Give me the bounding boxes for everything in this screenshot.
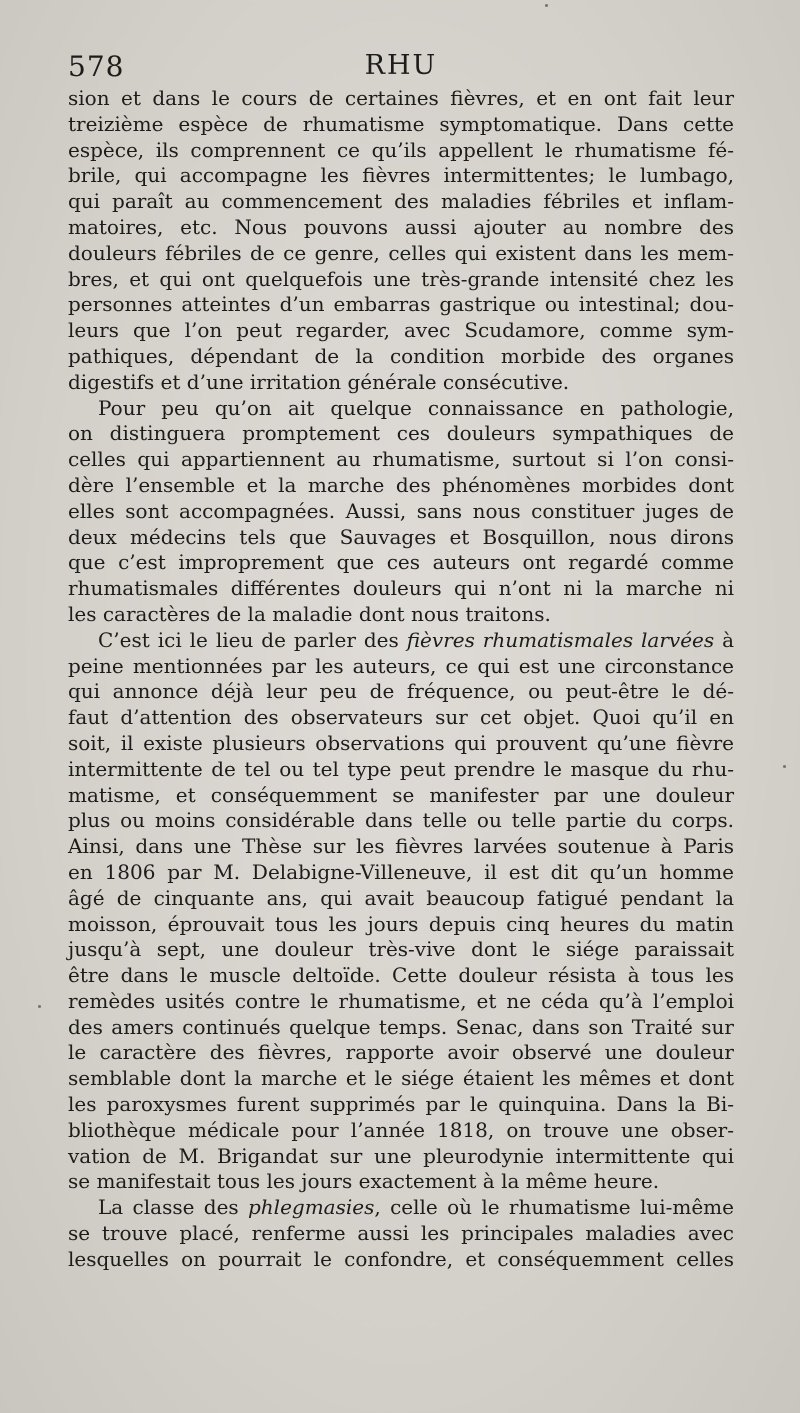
text-line: se trouve placé, renferme aussi les principales maladies avec	[68, 1221, 734, 1246]
text-line: bres, et qui ont quelquefois une très-grande intensité chez les	[68, 266, 734, 291]
text-line: faut d’attention des observateurs sur cet objet. Quoi qu’il en	[68, 705, 734, 730]
text-line: Pour peu qu’on ait quelque connaissance en pathologie,	[98, 395, 734, 420]
italic-term: phlegmasies	[248, 1195, 375, 1220]
text-line: âgé de cinquante ans, qui avait beaucoup fatigué pendant la	[68, 885, 734, 910]
text-line: plus ou moins considérable dans telle ou telle partie du corps.	[68, 808, 734, 833]
text-line: les caractères de la maladie dont nous traitons.	[68, 601, 551, 626]
text-line: lesquelles on pourrait le confondre, et conséquemment celles	[68, 1246, 734, 1271]
running-title: RHU	[364, 50, 438, 81]
text-line: espèce, ils comprennent ce qu’ils appellent le rhumatisme fé-	[68, 137, 734, 162]
text-line: en 1806 par M. Delabigne-Villeneuve, il est dit qu’un homme	[68, 859, 734, 884]
text-line: les paroxysmes furent supprimés par le quinquina. Dans la Bi-	[68, 1092, 734, 1117]
text-line: jusqu’à sept, une douleur très-vive dont le siége paraissait	[68, 937, 734, 962]
text-line: dère l’ensemble et la marche des phénomènes morbides dont	[68, 472, 734, 497]
text-line: matoires, etc. Nous pouvons aussi ajouter au nombre des	[68, 214, 734, 239]
text-line: vation de M. Brigandat sur une pleurodynie intermittente qui	[68, 1143, 734, 1168]
paragraph-3	[68, 628, 734, 1196]
text-line: La classe des phlegmasies, celle où le rhumatisme lui-même	[98, 1195, 734, 1220]
running-head	[68, 50, 734, 90]
text-line: treizième espèce de rhumatisme symptomatique. Dans cette	[68, 111, 734, 136]
italic-term: fièvres rhumatismales larvées	[406, 627, 715, 652]
text-line: remèdes usités contre le rhumatisme, et ne céda qu’à l’emploi	[68, 988, 734, 1013]
text-line: semblable dont la marche et le siége étaient les mêmes et dont	[68, 1066, 734, 1091]
print-speck	[783, 765, 786, 768]
text-line: douleurs fébriles de ce genre, celles qui existent dans les mem-	[68, 240, 734, 265]
text-line: matisme, et conséquemment se manifester par une douleur	[68, 782, 734, 807]
text-line: soit, il existe plusieurs observations qui prouvent qu’une fièvre	[68, 730, 734, 755]
text-line: bliothèque médicale pour l’année 1818, on trouve une obser-	[68, 1117, 734, 1142]
text-line: elles sont accompagnées. Aussi, sans nous constituer juges de	[68, 498, 734, 523]
text-line: brile, qui accompagne les fièvres intermittentes; le lumbago,	[68, 163, 734, 188]
text-line: le caractère des fièvres, rapporte avoir observé une douleur	[68, 1040, 734, 1065]
text-line: peine mentionnées par les auteurs, ce qui est une circonstance	[68, 653, 734, 678]
print-speck	[545, 4, 548, 7]
text-line: moisson, éprouvait tous les jours depuis cinq heures du matin	[68, 911, 734, 936]
text-line: personnes atteintes d’un embarras gastrique ou intestinal; dou-	[68, 292, 734, 317]
page-number: 578	[68, 50, 125, 83]
text-line: leurs que l’on peut regarder, avec Scudamore, comme sym-	[68, 318, 734, 343]
text-line: que c’est improprement que ces auteurs ont regardé comme	[68, 550, 734, 575]
text-line: qui paraît au commencement des maladies fébriles et inflam-	[68, 189, 734, 214]
text-line: digestifs et d’une irritation générale consécutive.	[68, 369, 570, 394]
text-line: des amers continués quelque temps. Senac, dans son Traité sur	[68, 1014, 734, 1039]
text-line: C’est ici le lieu de parler des fièvres rhumatismales larvées à	[98, 627, 735, 652]
paragraph-1	[68, 86, 734, 396]
text-line: sion et dans le cours de certaines fièvres, et en ont fait leur	[68, 86, 734, 110]
body-text	[68, 86, 734, 1273]
text-line: Ainsi, dans une Thèse sur les fièvres larvées soutenue à Paris	[68, 834, 734, 859]
text-line: être dans le muscle deltoïde. Cette douleur résista à tous les	[68, 963, 734, 988]
print-speck	[38, 1005, 41, 1008]
text-line: rhumatismales différentes douleurs qui n’ont ni la marche ni	[68, 576, 734, 601]
paragraph-4	[68, 1195, 734, 1272]
text-line: qui annonce déjà leur peu de fréquence, ou peut-être le dé-	[68, 679, 734, 704]
text-line: celles qui appartiennent au rhumatisme, surtout si l’on consi-	[68, 447, 734, 472]
text-line: intermittente de tel ou tel type peut prendre le masque du rhu-	[68, 756, 734, 781]
paragraph-2	[68, 396, 734, 628]
text-line: pathiques, dépendant de la condition morbide des organes	[68, 343, 734, 368]
text-line: deux médecins tels que Sauvages et Bosquillon, nous dirons	[68, 524, 734, 549]
text-line: on distinguera promptement ces douleurs sympathiques de	[68, 421, 734, 446]
text-line: se manifestait tous les jours exactement à la même heure.	[68, 1169, 660, 1194]
